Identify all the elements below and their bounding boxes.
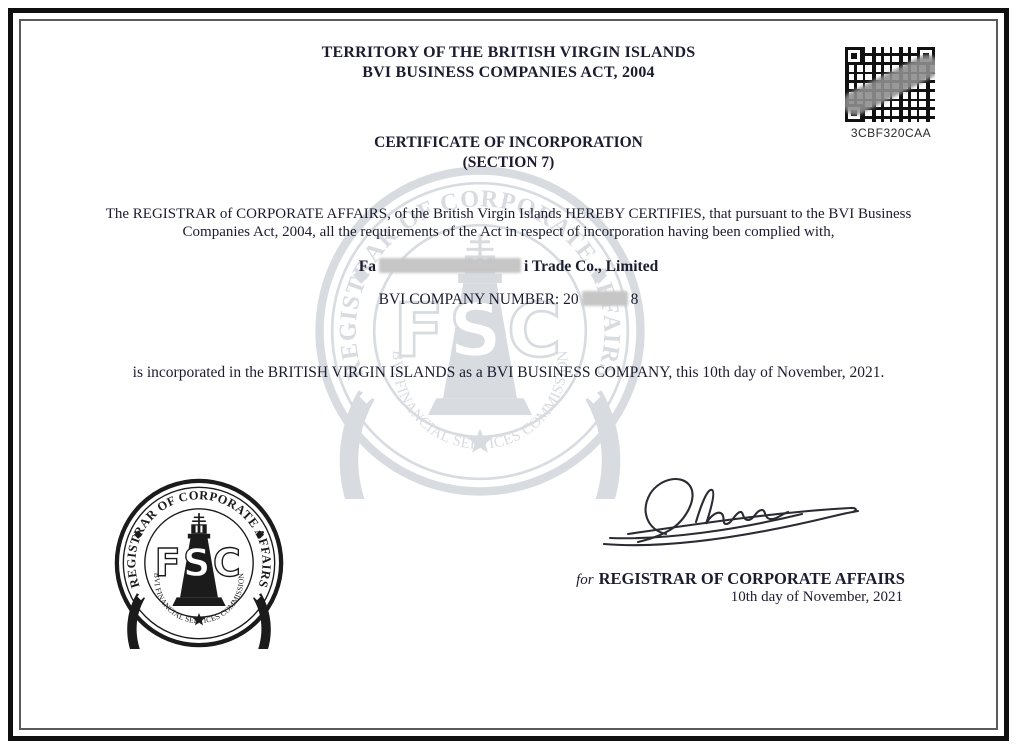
qr-label: 3CBF320CAA bbox=[850, 126, 932, 140]
company-number-prefix: 20 bbox=[563, 291, 579, 308]
qr-code bbox=[845, 47, 935, 122]
signature-date: 10th day of November, 2021 bbox=[730, 589, 903, 605]
company-number-suffix: 8 bbox=[630, 291, 639, 308]
certificate-title: CERTIFICATE OF INCORPORATION bbox=[374, 134, 643, 151]
company-name-suffix: i Trade Co., Limited bbox=[524, 258, 659, 275]
certificate-subtitle: (SECTION 7) bbox=[462, 154, 555, 171]
company-number-line bbox=[0, 291, 1017, 309]
qr-finder-icon bbox=[845, 47, 863, 65]
registrar-title-line bbox=[576, 569, 905, 589]
body-line-2: Companies Act, 2004, all the requirements of the Act in respect of incorporation having been complied with, bbox=[182, 224, 835, 240]
signed-for-label: for bbox=[576, 572, 594, 588]
incorporation-line: is incorporated in the BRITISH VIRGIN ISLANDS as a BVI BUSINESS COMPANY, this 10th day of November, 2021. bbox=[132, 364, 885, 381]
body-line-1: The REGISTRAR of CORPORATE AFFAIRS, of the British Virgin Islands HEREBY CERTIFIES, that pursuant to the BVI Business bbox=[105, 206, 912, 222]
company-number-label: BVI COMPANY NUMBER: bbox=[378, 291, 564, 308]
qr-block bbox=[845, 47, 937, 140]
registrar-title: REGISTRAR OF CORPORATE AFFAIRS bbox=[598, 569, 905, 588]
company-name-line bbox=[0, 258, 1017, 276]
registrar-signature bbox=[596, 470, 886, 554]
act-heading: BVI BUSINESS COMPANIES ACT, 2004 bbox=[362, 64, 655, 81]
redaction-blur bbox=[582, 291, 628, 306]
company-name-prefix: Fa bbox=[358, 258, 377, 275]
territory-heading: TERRITORY OF THE BRITISH VIRGIN ISLANDS bbox=[321, 44, 696, 61]
redaction-blur bbox=[379, 258, 521, 273]
registrar-seal bbox=[113, 477, 285, 649]
